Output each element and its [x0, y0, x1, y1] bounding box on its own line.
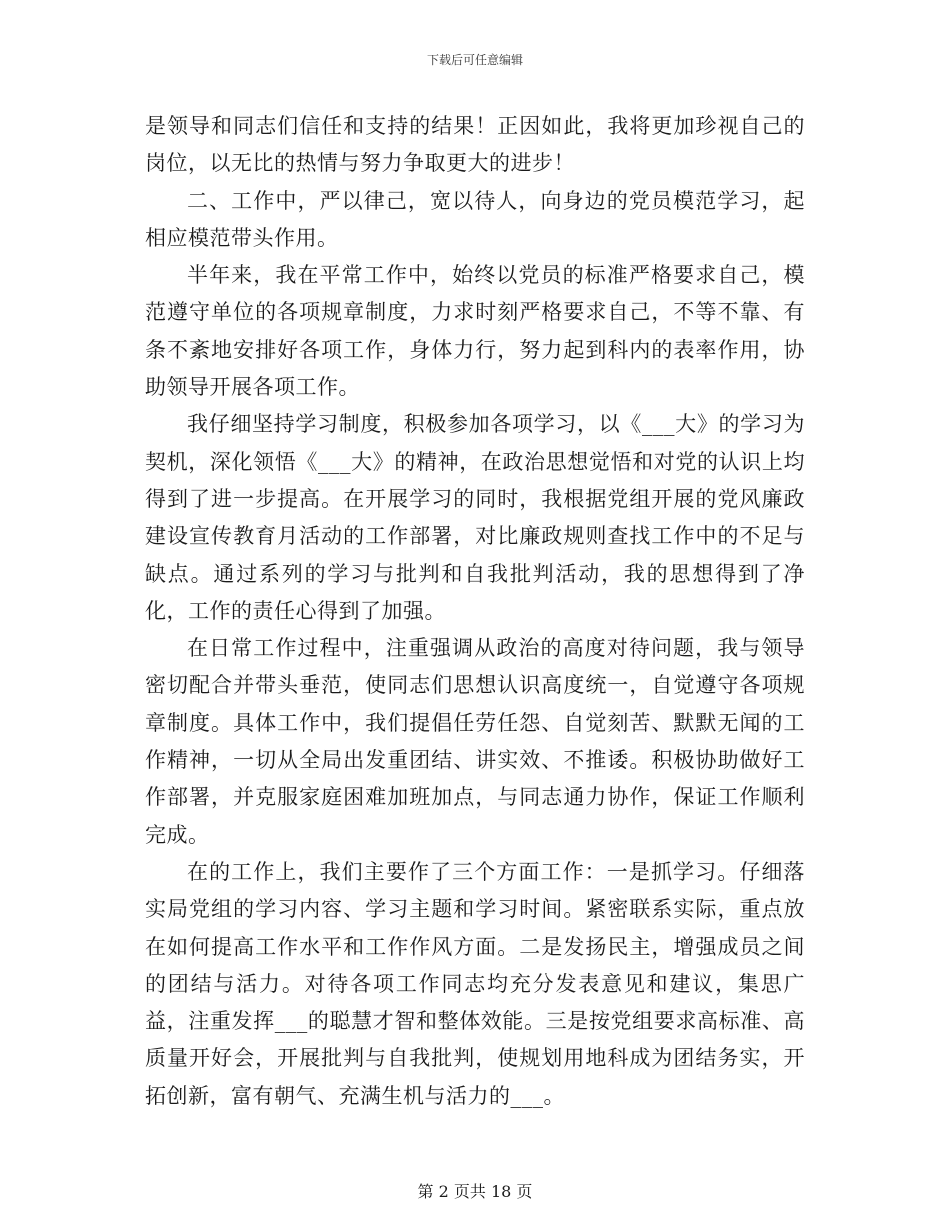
paragraph: 半年来，我在平常工作中，始终以党员的标准严格要求自己，模范遵守单位的各项规章制度，力求时刻严格要求自己，不等不靠、有条不紊地安排好各项工作，身体力行，努力起到科内的表率作用，协助领导开展各项工作。: [145, 263, 805, 400]
document-body: [145, 108, 805, 1115]
paragraph-continuation: 是领导和同志们信任和支持的结果！正因如此，我将更加珍视自己的岗位，以无比的热情与努力争取更大的进步！: [145, 114, 805, 176]
page-header-note: 下载后可任意编辑: [426, 53, 523, 67]
paragraph-section-heading: 二、工作中，严以律己，宽以待人，向身边的党员模范学习，起相应模范带头作用。: [145, 188, 805, 250]
paragraph: 在日常工作过程中，注重强调从政治的高度对待问题，我与领导密切配合并带头垂范，使同志们思想认识高度统一，自觉遵守各项规章制度。具体工作中，我们提倡任劳任怨、自觉刻苦、默默无闻的工作精神，一切从全局出发重团结、讲实效、不推诿。积极协助做好工作部署，并克服家庭困难加班加点，与同志通力协作，保证工作顺利完成。: [145, 636, 805, 847]
paragraph: 在的工作上，我们主要作了三个方面工作：一是抓学习。仔细落实局党组的学习内容、学习主题和学习时间。紧密联系实际，重点放在如何提高工作水平和工作作风方面。二是发扬民主，增强成员之间的团结与活力。对待各项工作同志均充分发表意见和建议，集思广益，注重发挥___的聪慧才智和整体效能。三是按党组要求高标准、高质量开好会，开展批判与自我批判，使规划用地科成为团结务实，开拓创新，富有朝气、充满生机与活力的___。: [145, 859, 805, 1108]
page-number: 第 2 页共 18 页: [417, 1182, 533, 1201]
paragraph: 我仔细坚持学习制度，积极参加各项学习，以《___大》的学习为契机，深化领悟《___大》的精神，在政治思想觉悟和对党的认识上均得到了进一步提高。在开展学习的同时，我根据党组开展的党风廉政建设宣传教育月活动的工作部署，对比廉政规则查找工作中的不足与缺点。通过系列的学习与批判和自我批判活动，我的思想得到了净化，工作的责任心得到了加强。: [145, 412, 805, 623]
